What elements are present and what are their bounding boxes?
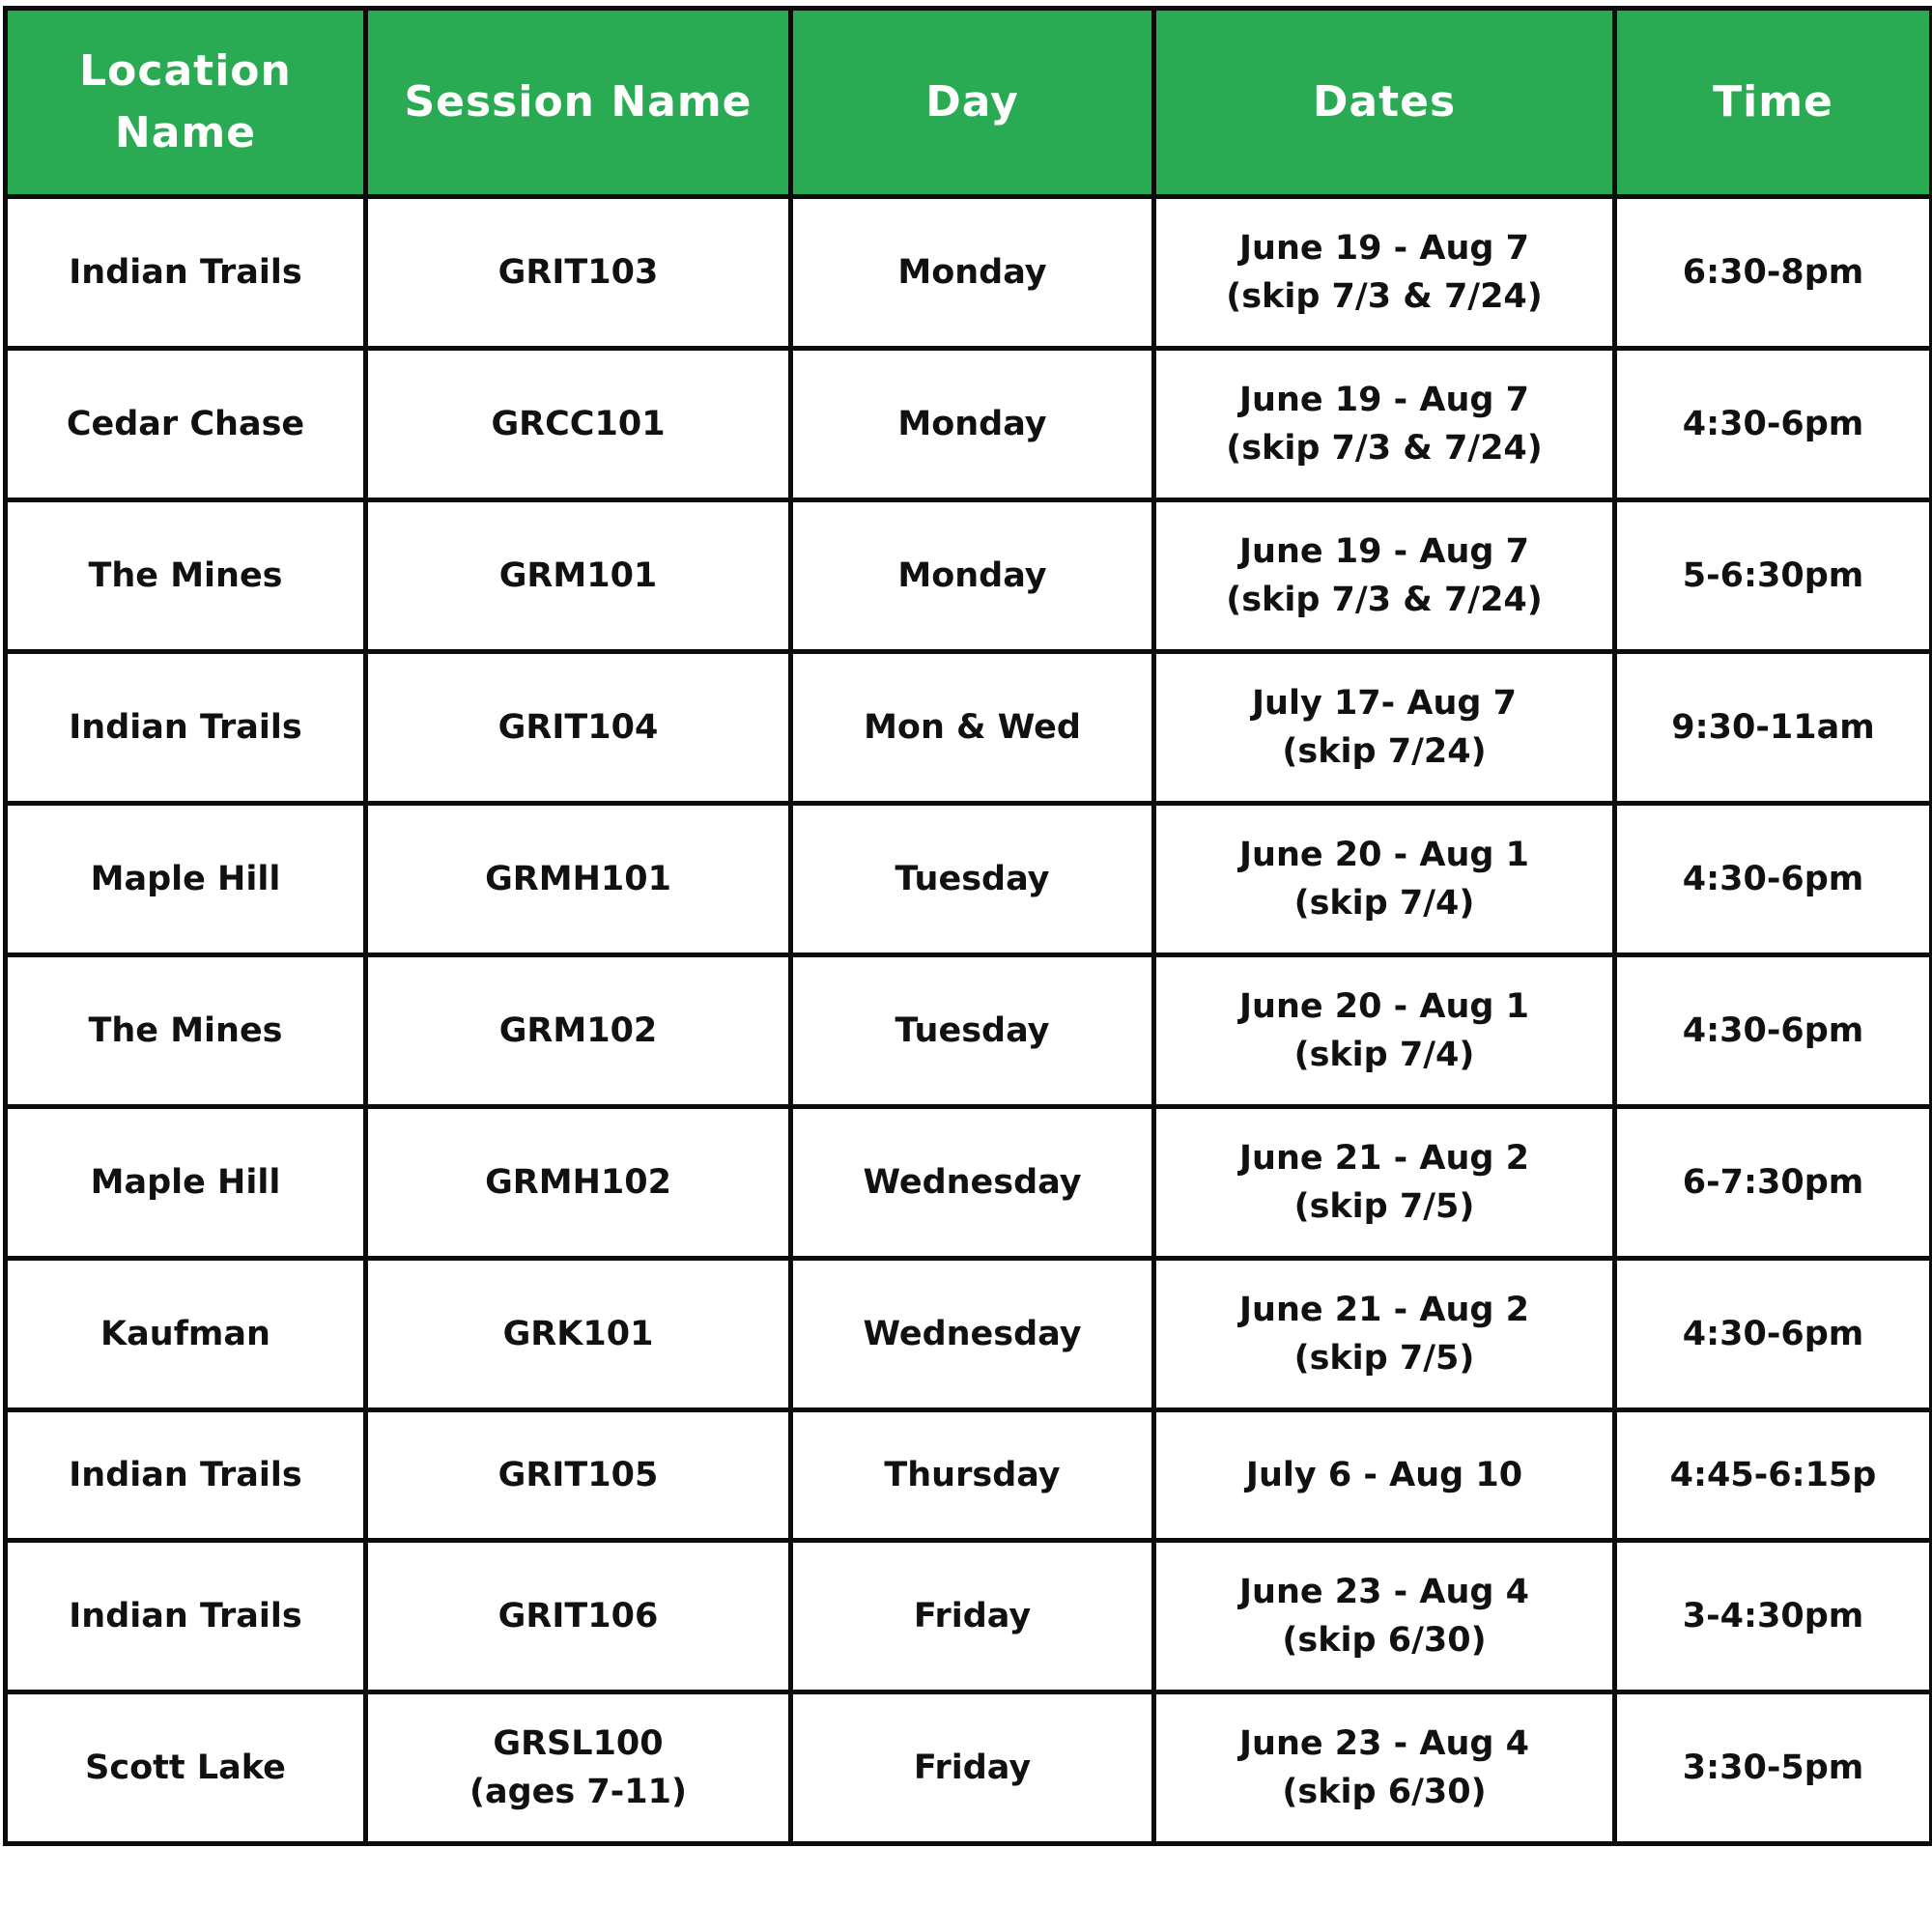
- header-day: Day: [791, 9, 1154, 197]
- dates-cell: June 19 - Aug 7 (skip 7/3 & 7/24): [1154, 349, 1615, 500]
- location-cell: Indian Trails: [6, 197, 366, 349]
- day-cell: Monday: [791, 349, 1154, 500]
- table-row: [6, 804, 1932, 955]
- table-row: [6, 1541, 1932, 1692]
- day-cell: Thursday: [791, 1410, 1154, 1541]
- table-row: [6, 652, 1932, 804]
- dates-cell: June 23 - Aug 4 (skip 6/30): [1154, 1541, 1615, 1692]
- table-row: [6, 349, 1932, 500]
- table-row: [6, 955, 1932, 1107]
- dates-cell: June 19 - Aug 7 (skip 7/3 & 7/24): [1154, 500, 1615, 652]
- table-row: [6, 1259, 1932, 1410]
- day-cell: Tuesday: [791, 804, 1154, 955]
- header-time: Time: [1615, 9, 1932, 197]
- table-row: [6, 500, 1932, 652]
- table-row: [6, 1692, 1932, 1844]
- session-cell: GRIT105: [366, 1410, 791, 1541]
- time-cell: 6-7:30pm: [1615, 1107, 1932, 1259]
- table-row: [6, 197, 1932, 349]
- day-cell: Wednesday: [791, 1259, 1154, 1410]
- time-cell: 4:30-6pm: [1615, 349, 1932, 500]
- location-cell: The Mines: [6, 500, 366, 652]
- session-cell: GRM102: [366, 955, 791, 1107]
- table-row: [6, 1107, 1932, 1259]
- time-cell: 4:45-6:15p: [1615, 1410, 1932, 1541]
- session-cell: GRIT106: [366, 1541, 791, 1692]
- table-row: [6, 1410, 1932, 1541]
- day-cell: Mon & Wed: [791, 652, 1154, 804]
- location-cell: Indian Trails: [6, 1541, 366, 1692]
- header-location-name: Location Name: [6, 9, 366, 197]
- time-cell: 4:30-6pm: [1615, 804, 1932, 955]
- day-cell: Friday: [791, 1692, 1154, 1844]
- session-cell: GRIT104: [366, 652, 791, 804]
- time-cell: 5-6:30pm: [1615, 500, 1932, 652]
- session-cell: GRCC101: [366, 349, 791, 500]
- location-cell: Maple Hill: [6, 804, 366, 955]
- header-dates: Dates: [1154, 9, 1615, 197]
- session-cell: GRIT103: [366, 197, 791, 349]
- dates-cell: June 20 - Aug 1 (skip 7/4): [1154, 804, 1615, 955]
- session-cell: GRSL100 (ages 7-11): [366, 1692, 791, 1844]
- dates-cell: July 6 - Aug 10: [1154, 1410, 1615, 1541]
- location-cell: Cedar Chase: [6, 349, 366, 500]
- header-row: [6, 9, 1932, 197]
- session-cell: GRMH102: [366, 1107, 791, 1259]
- dates-cell: June 21 - Aug 2 (skip 7/5): [1154, 1107, 1615, 1259]
- day-cell: Monday: [791, 197, 1154, 349]
- dates-cell: June 20 - Aug 1 (skip 7/4): [1154, 955, 1615, 1107]
- day-cell: Tuesday: [791, 955, 1154, 1107]
- dates-cell: July 17- Aug 7 (skip 7/24): [1154, 652, 1615, 804]
- location-cell: Kaufman: [6, 1259, 366, 1410]
- schedule-table: [3, 6, 1932, 1846]
- time-cell: 9:30-11am: [1615, 652, 1932, 804]
- time-cell: 3-4:30pm: [1615, 1541, 1932, 1692]
- time-cell: 4:30-6pm: [1615, 1259, 1932, 1410]
- time-cell: 3:30-5pm: [1615, 1692, 1932, 1844]
- day-cell: Wednesday: [791, 1107, 1154, 1259]
- dates-cell: June 23 - Aug 4 (skip 6/30): [1154, 1692, 1615, 1844]
- location-cell: Maple Hill: [6, 1107, 366, 1259]
- location-cell: Indian Trails: [6, 652, 366, 804]
- dates-cell: June 19 - Aug 7 (skip 7/3 & 7/24): [1154, 197, 1615, 349]
- session-cell: GRK101: [366, 1259, 791, 1410]
- location-cell: Indian Trails: [6, 1410, 366, 1541]
- session-cell: GRM101: [366, 500, 791, 652]
- day-cell: Friday: [791, 1541, 1154, 1692]
- time-cell: 6:30-8pm: [1615, 197, 1932, 349]
- location-cell: The Mines: [6, 955, 366, 1107]
- session-cell: GRMH101: [366, 804, 791, 955]
- location-cell: Scott Lake: [6, 1692, 366, 1844]
- header-session-name: Session Name: [366, 9, 791, 197]
- dates-cell: June 21 - Aug 2 (skip 7/5): [1154, 1259, 1615, 1410]
- time-cell: 4:30-6pm: [1615, 955, 1932, 1107]
- day-cell: Monday: [791, 500, 1154, 652]
